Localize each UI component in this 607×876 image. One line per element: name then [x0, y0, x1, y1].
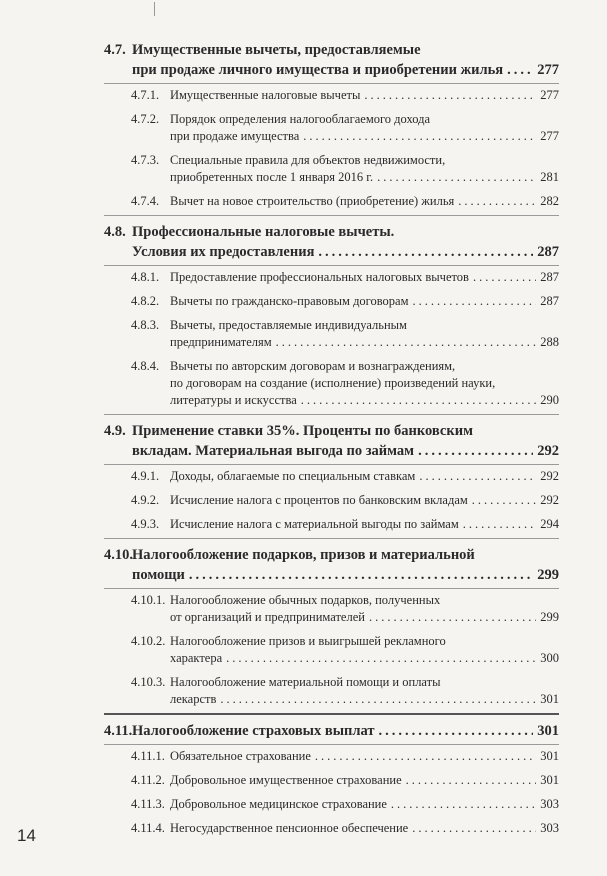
leader-dots [364, 87, 536, 104]
section-number: 4.11. [104, 723, 133, 739]
entry-title-line: характера [170, 651, 223, 665]
leader-dots [226, 650, 536, 667]
entry-page: 299 [540, 610, 559, 624]
toc-section-heading[interactable] [0, 222, 607, 262]
heading-underline [104, 265, 559, 266]
section-page: 292 [537, 443, 559, 459]
leader-dots [220, 691, 536, 708]
section-divider [104, 215, 559, 216]
leader-dots [315, 748, 536, 765]
toc-entry[interactable] [0, 492, 607, 509]
toc-entry[interactable] [0, 269, 607, 286]
section-divider [104, 713, 559, 715]
entry-page: 294 [540, 517, 559, 531]
toc-entry[interactable] [0, 193, 607, 210]
entry-number: 4.7.3. [131, 153, 160, 167]
entry-title-line: Вычет на новое строительство (приобретение) жилья [170, 194, 455, 208]
leader-dots [463, 516, 536, 533]
leader-dots [406, 772, 537, 789]
entry-title-line: приобретенных после 1 января 2016 г. [170, 170, 374, 184]
leader-dots [276, 334, 537, 351]
toc-entry[interactable] [0, 592, 607, 626]
toc-section-heading[interactable] [0, 421, 607, 461]
entry-page: 300 [540, 651, 559, 665]
section-title-line: Профессиональные налоговые вычеты. [132, 224, 395, 240]
section-title-line: Налогообложение страховых выплат [132, 723, 375, 739]
toc-section [0, 40, 607, 210]
entry-title-line: Исчисление налога с материальной выгоды по займам [170, 517, 459, 531]
entry-number: 4.11.1. [131, 749, 165, 763]
leader-dots [472, 492, 536, 509]
entry-number: 4.8.4. [131, 359, 160, 373]
toc-section-heading[interactable] [0, 721, 607, 741]
heading-underline [104, 744, 559, 745]
table-of-contents [0, 40, 607, 837]
leader-dots [419, 468, 536, 485]
entry-title-line: Налогообложение обычных подарков, полученных [170, 593, 441, 607]
leader-dots [507, 60, 533, 80]
section-divider [104, 414, 559, 415]
entry-number: 4.8.3. [131, 318, 160, 332]
leader-dots [301, 392, 536, 409]
entry-page: 277 [540, 129, 559, 143]
toc-entry[interactable] [0, 87, 607, 104]
toc-entry[interactable] [0, 748, 607, 765]
section-title-line: Имущественные вычеты, предоставляемые [132, 42, 421, 58]
entry-title-line: предпринимателям [170, 335, 272, 349]
entry-title-line: Имущественные налоговые вычеты [170, 88, 361, 102]
section-title-line: Условия их предоставления [132, 244, 315, 260]
entry-page: 277 [540, 88, 559, 102]
section-page: 287 [537, 244, 559, 260]
leader-dots [189, 565, 533, 585]
leader-dots [318, 242, 533, 262]
section-title-line: при продаже личного имущества и приобретении жилья [132, 62, 504, 78]
leader-dots [412, 820, 536, 837]
entry-number: 4.9.1. [131, 469, 160, 483]
entry-title-line: Налогообложение материальной помощи и оплаты [170, 675, 441, 689]
section-number: 4.10. [104, 547, 133, 563]
leader-dots [377, 169, 536, 186]
toc-entry[interactable] [0, 796, 607, 813]
toc-entry[interactable] [0, 772, 607, 789]
toc-entry[interactable] [0, 468, 607, 485]
heading-underline [104, 588, 559, 589]
entry-number: 4.11.3. [131, 797, 165, 811]
leader-dots [303, 128, 536, 145]
entry-number: 4.9.3. [131, 517, 160, 531]
section-number: 4.8. [104, 224, 126, 240]
entry-number: 4.8.1. [131, 270, 160, 284]
section-title-line: помощи [132, 567, 185, 583]
section-page: 301 [537, 723, 559, 739]
entry-page: 301 [540, 692, 559, 706]
toc-entry[interactable] [0, 111, 607, 145]
entry-page: 292 [540, 493, 559, 507]
leader-dots [413, 293, 537, 310]
entry-title-line: Негосударственное пенсионное обеспечение [170, 821, 409, 835]
entry-title-line: Вычеты, предоставляемые индивидуальным [170, 318, 407, 332]
leader-dots [379, 721, 534, 741]
toc-section [0, 215, 607, 409]
section-number: 4.9. [104, 423, 126, 439]
entry-page: 290 [540, 393, 559, 407]
toc-entry[interactable] [0, 152, 607, 186]
entry-page: 301 [540, 749, 559, 763]
entry-title-line: лекарств [170, 692, 217, 706]
toc-section-heading[interactable] [0, 40, 607, 80]
entry-title-line: по договорам на создание (исполнение) произведений науки, [170, 376, 496, 390]
section-page: 277 [537, 62, 559, 78]
entry-title-line: Добровольное медицинское страхование [170, 797, 387, 811]
page-mark [154, 2, 155, 16]
entry-page: 303 [540, 821, 559, 835]
entry-title-line: Предоставление профессиональных налоговых вычетов [170, 270, 469, 284]
toc-entry[interactable] [0, 358, 607, 409]
toc-section [0, 414, 607, 533]
toc-entry[interactable] [0, 317, 607, 351]
entry-number: 4.11.4. [131, 821, 165, 835]
leader-dots [391, 796, 536, 813]
entry-title-line: Вычеты по гражданско-правовым договорам [170, 294, 409, 308]
entry-title-line: Порядок определения налогооблагаемого дохода [170, 112, 431, 126]
entry-title-line: Специальные правила для объектов недвижимости, [170, 153, 446, 167]
entry-page: 292 [540, 469, 559, 483]
entry-number: 4.10.3. [131, 675, 166, 689]
section-title-line: Применение ставки 35%. Проценты по банковским [132, 423, 473, 439]
entry-title-line: при продаже имущества [170, 129, 300, 143]
toc-entry[interactable] [0, 516, 607, 533]
section-page: 299 [537, 567, 559, 583]
entry-number: 4.9.2. [131, 493, 160, 507]
entry-page: 303 [540, 797, 559, 811]
entry-number: 4.7.4. [131, 194, 160, 208]
toc-section-heading[interactable] [0, 545, 607, 585]
entry-page: 287 [540, 294, 559, 308]
toc-entry[interactable] [0, 674, 607, 708]
leader-dots [473, 269, 536, 286]
page-number: 14 [17, 826, 36, 845]
entry-title-line: от организаций и предпринимателей [170, 610, 365, 624]
section-title-line: Налогообложение подарков, призов и материальной [132, 547, 475, 563]
entry-title-line: Вычеты по авторским договорам и вознаграждениям, [170, 359, 456, 373]
leader-dots [369, 609, 536, 626]
entry-title-line: Доходы, облагаемые по специальным ставкам [170, 469, 416, 483]
toc-entry[interactable] [0, 820, 607, 837]
entry-title-line: Обязательное страхование [170, 749, 311, 763]
entry-page: 301 [540, 773, 559, 787]
section-title-line: вкладам. Материальная выгода по займам [132, 443, 415, 459]
entry-number: 4.8.2. [131, 294, 160, 308]
heading-underline [104, 83, 559, 84]
entry-page: 282 [540, 194, 559, 208]
entry-page: 287 [540, 270, 559, 284]
toc-section [0, 538, 607, 708]
toc-entry[interactable] [0, 633, 607, 667]
leader-dots [418, 441, 533, 461]
entry-title-line: литературы и искусства [170, 393, 297, 407]
leader-dots [458, 193, 536, 210]
entry-title-line: Добровольное имущественное страхование [170, 773, 402, 787]
entry-number: 4.7.2. [131, 112, 160, 126]
section-number: 4.7. [104, 42, 126, 58]
toc-entry[interactable] [0, 293, 607, 310]
section-divider [104, 538, 559, 539]
entry-title-line: Исчисление налога с процентов по банковским вкладам [170, 493, 468, 507]
entry-page: 281 [540, 170, 559, 184]
entry-number: 4.10.2. [131, 634, 166, 648]
entry-number: 4.10.1. [131, 593, 166, 607]
toc-section [0, 713, 607, 837]
entry-page: 288 [540, 335, 559, 349]
entry-title-line: Налогообложение призов и выигрышей рекламного [170, 634, 446, 648]
entry-number: 4.11.2. [131, 773, 165, 787]
heading-underline [104, 464, 559, 465]
entry-number: 4.7.1. [131, 88, 160, 102]
